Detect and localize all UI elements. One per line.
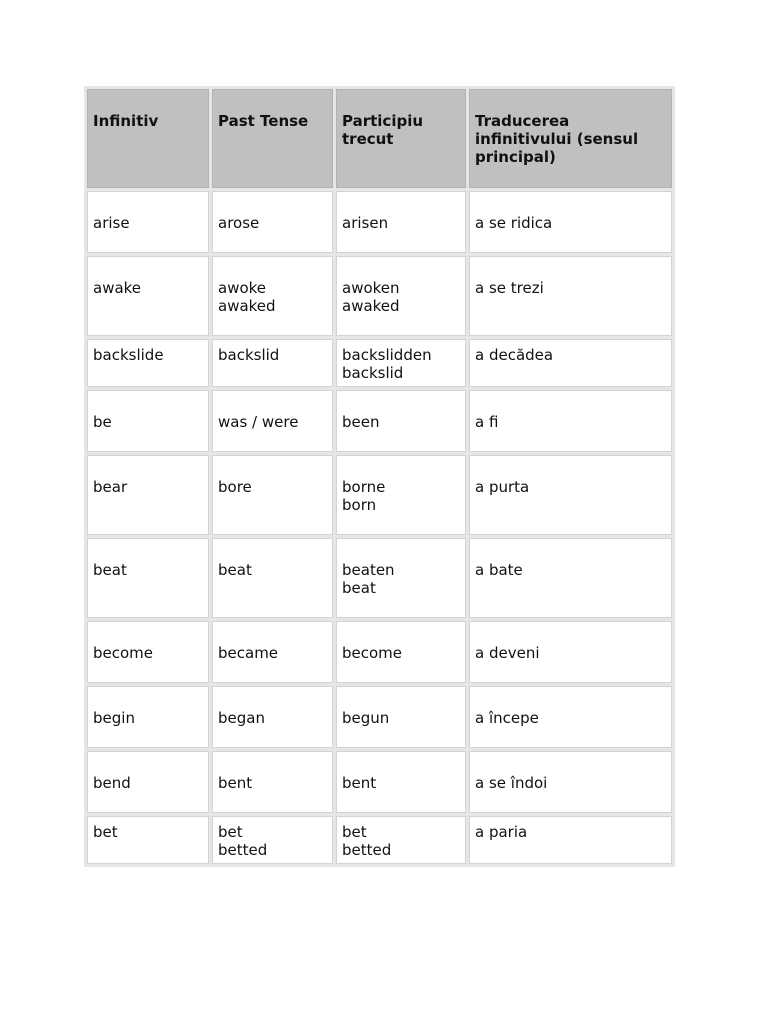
header-infinitive: Infinitiv	[87, 89, 209, 188]
participle-text-alt: beat	[342, 579, 376, 597]
participle-text-alt: betted	[342, 841, 392, 859]
translation-text: a deveni	[475, 644, 540, 662]
cell-participle	[336, 686, 466, 748]
table-row	[87, 256, 672, 336]
table-row	[87, 751, 672, 813]
translation-text: a începe	[475, 709, 539, 727]
infinitive-text: arise	[93, 214, 130, 232]
cell-infinitive	[87, 256, 209, 336]
past-text: arose	[218, 214, 260, 232]
cell-infinitive	[87, 339, 209, 387]
participle-text: become	[342, 644, 403, 662]
cell-past	[212, 686, 333, 748]
cell-participle	[336, 751, 466, 813]
table-row	[87, 339, 672, 387]
cell-infinitive	[87, 538, 209, 618]
translation-text: a se îndoi	[475, 774, 548, 792]
cell-participle	[336, 816, 466, 864]
cell-past	[212, 816, 333, 864]
past-text: became	[218, 644, 279, 662]
cell-past	[212, 191, 333, 253]
cell-translation	[469, 686, 672, 748]
past-text-alt: awaked	[218, 297, 276, 315]
past-text: awoke	[218, 279, 267, 297]
infinitive-text: bear	[93, 478, 128, 496]
past-text: bent	[218, 774, 253, 792]
infinitive-text: begin	[93, 709, 135, 727]
cell-infinitive	[87, 751, 209, 813]
cell-participle	[336, 256, 466, 336]
cell-participle	[336, 339, 466, 387]
infinitive-text: be	[93, 413, 112, 431]
cell-participle	[336, 538, 466, 618]
header-row	[87, 89, 672, 188]
translation-text: a se trezi	[475, 279, 544, 297]
cell-translation	[469, 816, 672, 864]
irregular-verbs-table	[84, 86, 675, 867]
participle-text: arisen	[342, 214, 389, 232]
participle-text: been	[342, 413, 380, 431]
infinitive-text: bend	[93, 774, 131, 792]
table-row	[87, 538, 672, 618]
cell-infinitive	[87, 621, 209, 683]
table-row	[87, 455, 672, 535]
cell-past	[212, 455, 333, 535]
cell-infinitive	[87, 390, 209, 452]
translation-text: a se ridica	[475, 214, 553, 232]
cell-past	[212, 339, 333, 387]
table-row	[87, 191, 672, 253]
cell-translation	[469, 390, 672, 452]
cell-participle	[336, 621, 466, 683]
cell-participle	[336, 191, 466, 253]
translation-text: a paria	[475, 823, 528, 841]
cell-translation	[469, 256, 672, 336]
infinitive-text: awake	[93, 279, 142, 297]
table-row	[87, 686, 672, 748]
past-text: began	[218, 709, 265, 727]
cell-past	[212, 538, 333, 618]
past-text: was / were	[218, 413, 299, 431]
cell-infinitive	[87, 816, 209, 864]
infinitive-text: become	[93, 644, 154, 662]
table-row	[87, 621, 672, 683]
cell-translation	[469, 621, 672, 683]
cell-infinitive	[87, 686, 209, 748]
infinitive-text: beat	[93, 561, 127, 579]
cell-past	[212, 621, 333, 683]
translation-text: a decădea	[475, 346, 554, 364]
infinitive-text: bet	[93, 823, 118, 841]
past-text: bore	[218, 478, 252, 496]
participle-text: backslidden	[342, 346, 432, 364]
header-past-tense: Past Tense	[212, 89, 333, 188]
cell-translation	[469, 538, 672, 618]
translation-text: a bate	[475, 561, 523, 579]
translation-text: a purta	[475, 478, 530, 496]
cell-infinitive	[87, 191, 209, 253]
participle-text-alt: backslid	[342, 364, 404, 382]
participle-text: bet	[342, 823, 367, 841]
translation-text: a fi	[475, 413, 499, 431]
past-text: beat	[218, 561, 252, 579]
participle-text: borne	[342, 478, 386, 496]
cell-translation	[469, 455, 672, 535]
participle-text: awoken	[342, 279, 400, 297]
participle-text-alt: born	[342, 496, 377, 514]
cell-past	[212, 256, 333, 336]
past-text: backslid	[218, 346, 280, 364]
cell-infinitive	[87, 455, 209, 535]
header-translation: Traducerea infinitivului (sensul principal)	[469, 89, 672, 188]
cell-translation	[469, 751, 672, 813]
participle-text: bent	[342, 774, 377, 792]
past-text: bet	[218, 823, 243, 841]
cell-past	[212, 390, 333, 452]
cell-participle	[336, 390, 466, 452]
participle-text-alt: awaked	[342, 297, 400, 315]
cell-translation	[469, 339, 672, 387]
participle-text: begun	[342, 709, 390, 727]
cell-participle	[336, 455, 466, 535]
participle-text: beaten	[342, 561, 395, 579]
cell-past	[212, 751, 333, 813]
infinitive-text: backslide	[93, 346, 164, 364]
header-past-participle: Participiu trecut	[336, 89, 466, 188]
past-text-alt: betted	[218, 841, 268, 859]
table-row	[87, 816, 672, 864]
cell-translation	[469, 191, 672, 253]
table-row	[87, 390, 672, 452]
